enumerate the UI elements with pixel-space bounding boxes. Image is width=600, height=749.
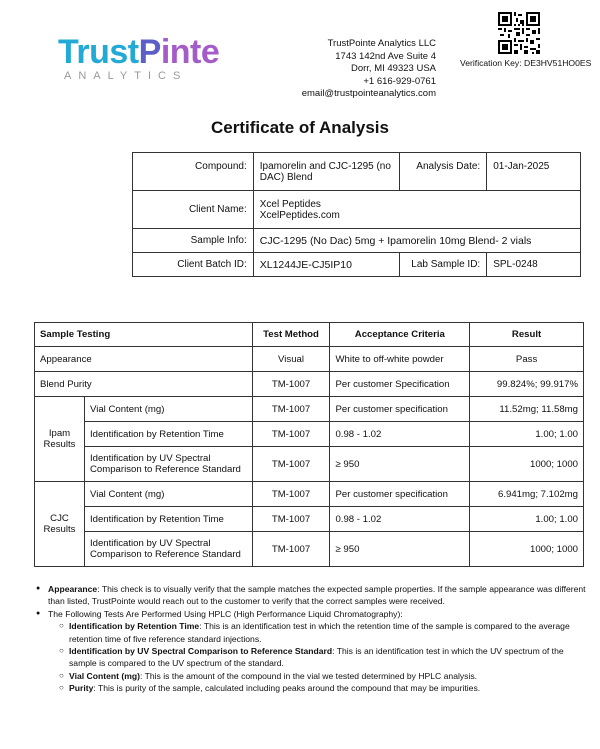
client-website: XcelPeptides.com bbox=[259, 209, 340, 221]
note-hplc: ● The Following Tests Are Performed Using HPLC (High Performance Liquid Chromatography): bbox=[36, 608, 588, 620]
compound-row bbox=[133, 153, 581, 191]
test-name: Vial Content (mg) bbox=[84, 482, 252, 507]
cjc-uv-row bbox=[35, 532, 584, 567]
test-method: TM-1007 bbox=[252, 422, 330, 447]
lab-email[interactable]: email@trustpointeanalytics.com bbox=[301, 88, 436, 100]
logo-wordmark bbox=[58, 34, 258, 70]
header-result: Result bbox=[470, 323, 584, 347]
test-result: Pass bbox=[470, 347, 584, 372]
note-text: : This check is to visually verify that the sample matches the expected sample properties. If the sample appearance was different than listed, TrustPointe would reach out to the customer to verify that the correct samples were received. bbox=[48, 584, 586, 607]
company-logo bbox=[58, 34, 258, 90]
acceptance-criteria: 0.98 - 1.02 bbox=[330, 422, 470, 447]
test-method: TM-1007 bbox=[252, 372, 330, 397]
client-name: Xcel Peptides bbox=[259, 198, 321, 210]
note-text: : This is the amount of the compound in the vial we tested determined by HPLC analysis. bbox=[139, 670, 478, 681]
client-value bbox=[253, 191, 580, 229]
lab-phone: +1 616-929-0761 bbox=[363, 75, 436, 87]
test-notes bbox=[36, 583, 588, 695]
address-line-2: Dorr, MI 49323 USA bbox=[350, 63, 436, 75]
note-retention-time bbox=[36, 620, 588, 645]
note-term: Purity bbox=[69, 683, 94, 694]
acceptance-criteria: White to off-white powder bbox=[330, 347, 470, 372]
test-name: Identification by UV Spectral Comparison to Reference Standard bbox=[84, 532, 252, 567]
note-term: Vial Content (mg) bbox=[69, 670, 140, 681]
acceptance-criteria: Per customer specification bbox=[330, 482, 470, 507]
test-method: TM-1007 bbox=[252, 397, 330, 422]
note-text: : This is an identification test in which the UV spectrum of the sample is compared to the UV spectrum of the standard. bbox=[69, 646, 564, 669]
note-text: : This is an identification test in which the retention time of the sample is compared to the average retention time of five reference standard injections. bbox=[69, 621, 570, 644]
client-label: Client Name: bbox=[133, 191, 254, 229]
header-sample-testing: Sample Testing bbox=[35, 323, 253, 347]
header-test-method: Test Method bbox=[252, 323, 330, 347]
test-result: 99.824%; 99.917% bbox=[470, 372, 584, 397]
appearance-row bbox=[35, 347, 584, 372]
test-name: Appearance bbox=[35, 347, 253, 372]
test-results-table bbox=[34, 322, 584, 567]
test-name: Blend Purity bbox=[35, 372, 253, 397]
note-uv-spectral bbox=[36, 645, 588, 670]
test-result: 1000; 1000 bbox=[470, 447, 584, 482]
cjc-vial-content-row bbox=[35, 482, 584, 507]
test-name: Identification by UV Spectral Comparison to Reference Standard bbox=[84, 447, 252, 482]
client-row bbox=[133, 191, 581, 229]
lab-sample-label: Lab Sample ID: bbox=[400, 253, 487, 277]
test-method: TM-1007 bbox=[252, 532, 330, 567]
note-term: Identification by UV Spectral Comparison to Reference Standard bbox=[69, 646, 333, 657]
test-name: Identification by Retention Time bbox=[84, 422, 252, 447]
test-name: Identification by Retention Time bbox=[84, 507, 252, 532]
note-term: Appearance bbox=[48, 584, 98, 594]
logo-part-inte: inte bbox=[160, 33, 220, 71]
batch-label: Client Batch ID: bbox=[133, 253, 254, 277]
verification-key: Verification Key: DE3HV51HO0ES bbox=[460, 58, 592, 68]
logo-part-trust: Trust bbox=[58, 33, 139, 71]
acceptance-criteria: ≥ 950 bbox=[330, 447, 470, 482]
test-result: 6.941mg; 7.102mg bbox=[470, 482, 584, 507]
cjc-retention-row bbox=[35, 507, 584, 532]
acceptance-criteria: Per customer specification bbox=[330, 397, 470, 422]
results-header-row bbox=[35, 323, 584, 347]
test-result: 1.00; 1.00 bbox=[470, 422, 584, 447]
acceptance-criteria: 0.98 - 1.02 bbox=[330, 507, 470, 532]
note-purity bbox=[36, 682, 588, 694]
test-method: TM-1007 bbox=[252, 447, 330, 482]
document-title: Certificate of Analysis bbox=[211, 118, 389, 137]
acceptance-criteria: ≥ 950 bbox=[330, 532, 470, 567]
address-line-1: 1743 142nd Ave Suite 4 bbox=[335, 50, 436, 62]
sample-info-row bbox=[133, 229, 581, 253]
analysis-date-value: 01-Jan-2025 bbox=[487, 153, 581, 191]
lab-sample-value: SPL-0248 bbox=[487, 253, 581, 277]
logo-part-p: P bbox=[138, 33, 161, 71]
batch-value: XL1244JE-CJ5IP10 bbox=[253, 253, 400, 277]
note-appearance bbox=[36, 583, 588, 608]
note-text: : This is purity of the sample, calculated including peaks around the compound that may be impurities. bbox=[93, 683, 481, 694]
qr-code-icon[interactable] bbox=[498, 12, 540, 54]
cjc-group-label: CJC Results bbox=[35, 482, 85, 567]
test-method: Visual bbox=[252, 347, 330, 372]
sample-info-label: Sample Info: bbox=[133, 229, 254, 253]
blend-purity-row bbox=[35, 372, 584, 397]
test-result: 11.52mg; 11.58mg bbox=[470, 397, 584, 422]
analysis-date-label: Analysis Date: bbox=[400, 153, 487, 191]
ipam-vial-content-row bbox=[35, 397, 584, 422]
compound-label: Compound: bbox=[133, 153, 254, 191]
sample-info-table bbox=[132, 152, 581, 277]
compound-value: Ipamorelin and CJC-1295 (no DAC) Blend bbox=[253, 153, 400, 191]
note-term: Identification by Retention Time bbox=[69, 621, 200, 632]
batch-row bbox=[133, 253, 581, 277]
test-method: TM-1007 bbox=[252, 482, 330, 507]
ipam-uv-row bbox=[35, 447, 584, 482]
test-result: 1.00; 1.00 bbox=[470, 507, 584, 532]
sample-info-value: CJC-1295 (No Dac) 5mg + Ipamorelin 10mg Blend- 2 vials bbox=[253, 229, 580, 253]
header-acceptance-criteria: Acceptance Criteria bbox=[330, 323, 470, 347]
test-name: Vial Content (mg) bbox=[84, 397, 252, 422]
lab-name: TrustPointe Analytics LLC bbox=[327, 38, 436, 49]
note-vial-content bbox=[36, 670, 588, 682]
test-result: 1000; 1000 bbox=[470, 532, 584, 567]
lab-address-block bbox=[302, 38, 436, 101]
ipam-group-label: Ipam Results bbox=[35, 397, 85, 482]
ipam-retention-row bbox=[35, 422, 584, 447]
test-method: TM-1007 bbox=[252, 507, 330, 532]
logo-subtitle: ANALYTICS bbox=[64, 70, 188, 82]
acceptance-criteria: Per customer Specification bbox=[330, 372, 470, 397]
